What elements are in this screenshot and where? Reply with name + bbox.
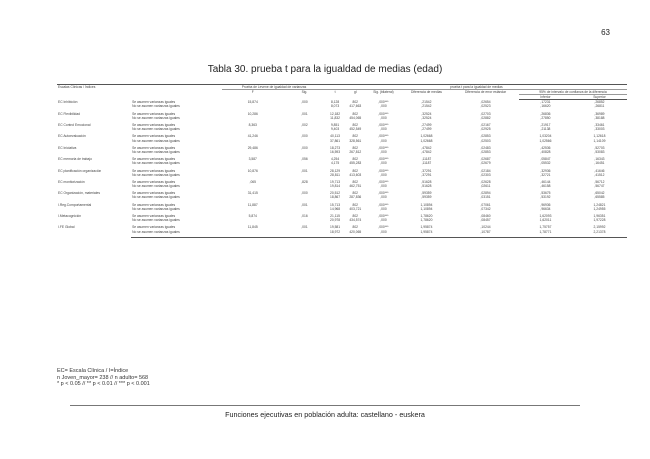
ci-upper-value: ,38188 bbox=[594, 115, 605, 120]
ci-lower-value: ,53675 bbox=[540, 191, 551, 196]
ci-lower-value: ,05847 bbox=[540, 157, 551, 162]
assumption-label: Se asumen varianzas iguales bbox=[132, 145, 176, 150]
sig2-value: ,000 bbox=[380, 195, 387, 200]
levene-f: 10,286 bbox=[247, 111, 258, 116]
scale-name: EC monitorización bbox=[58, 179, 85, 184]
assumption-label: Se asumen varianzas iguales bbox=[132, 157, 176, 162]
ci-upper-value: ,26811 bbox=[594, 104, 605, 109]
sig2-value: ,000 bbox=[380, 104, 387, 109]
levene-sig: ,001 bbox=[301, 168, 308, 173]
table-row bbox=[57, 161, 627, 168]
levene-f: 10,876 bbox=[247, 168, 258, 173]
se-diff-value: ,10244 bbox=[480, 225, 491, 230]
sig2-value: ,000 bbox=[380, 115, 387, 120]
ci-upper-value: ,56747 bbox=[594, 184, 605, 188]
se-diff-value: ,02853 bbox=[480, 134, 491, 139]
t-value: 12,182 bbox=[330, 111, 341, 116]
ci-upper-value: ,41512 bbox=[594, 172, 605, 177]
table-row bbox=[57, 104, 627, 111]
gl-value: 802 bbox=[352, 168, 359, 173]
levene-sig: ,001 bbox=[301, 111, 308, 116]
table-row bbox=[57, 207, 627, 214]
t-value: 20,978 bbox=[330, 218, 341, 223]
gl-value: 454,065 bbox=[349, 115, 362, 120]
assumption-label: No se asumen varianzas iguales bbox=[132, 218, 180, 223]
assumption-label: Se asumen varianzas iguales bbox=[132, 225, 176, 230]
ci-upper-value: ,36989 bbox=[594, 111, 605, 116]
mean-diff-value: ,27499 bbox=[421, 123, 432, 128]
se-diff-value: ,02882 bbox=[480, 115, 491, 120]
ci-upper-value: ,33003 bbox=[594, 127, 605, 132]
t-value: 21,115 bbox=[330, 214, 340, 219]
se-diff-value: ,02483 bbox=[480, 145, 491, 150]
gl-value: 434,574 bbox=[349, 218, 362, 223]
se-diff-value: ,07061 bbox=[480, 202, 491, 207]
gl-value: 420,065 bbox=[344, 230, 366, 238]
assumption-label: No se asumen varianzas iguales bbox=[132, 104, 180, 109]
gl-value: 802 bbox=[352, 157, 359, 162]
ci-lower-value: ,16620 bbox=[540, 104, 551, 109]
ci-lower-value: ,96634 bbox=[540, 206, 551, 211]
levene-f: 11,845 bbox=[247, 225, 258, 230]
ci-lower-value: 1,02566 bbox=[539, 138, 552, 143]
mean-diff-value: ,27499 bbox=[421, 127, 432, 132]
se-diff-value: ,02894 bbox=[480, 191, 491, 196]
gl-value: 455,283 bbox=[349, 161, 362, 166]
ci-lower-value: ,53192 bbox=[540, 195, 551, 200]
table-row bbox=[57, 195, 627, 202]
ci-lower-value: ,05532 bbox=[540, 161, 551, 166]
ci-lower-value: 1,62011 bbox=[539, 218, 552, 223]
t-value: 18,867 bbox=[330, 195, 341, 200]
mean-diff-value: 1,10894 bbox=[420, 202, 433, 207]
ci-upper-value: ,53083 bbox=[594, 149, 605, 154]
t-value: 19,581 bbox=[330, 225, 341, 230]
mean-diff-value: ,51628 bbox=[421, 179, 432, 184]
se-diff-value: ,02703 bbox=[480, 111, 491, 116]
results-table-container bbox=[57, 84, 627, 238]
t-value: 20,512 bbox=[330, 191, 341, 196]
sig2-value: ,000*** bbox=[378, 225, 389, 230]
se-diff-value: ,02679 bbox=[480, 161, 491, 166]
assumption-label: Se asumen varianzas iguales bbox=[132, 168, 176, 173]
se-diff-value: ,02167 bbox=[480, 123, 491, 128]
sig2-value: ,000*** bbox=[378, 214, 389, 219]
ci-lower-value: ,46144 bbox=[540, 179, 551, 184]
levene-header: Prueba de Levene de igualdad de varianzas bbox=[222, 85, 325, 90]
scale-name: EC Inhibición bbox=[58, 99, 78, 104]
col-sediff-header: Diferencia de error estándar bbox=[465, 90, 507, 95]
gl-value: 462,751 bbox=[349, 184, 362, 188]
page-number: 63 bbox=[601, 28, 610, 37]
levene-f: 15,874 bbox=[247, 99, 258, 104]
t-value: 11,832 bbox=[330, 115, 340, 120]
gl-value: 802 bbox=[352, 99, 359, 104]
levene-f: 3,587 bbox=[248, 157, 257, 162]
gl-value: 802 bbox=[352, 214, 359, 219]
gl-value: 287,836 bbox=[349, 195, 362, 200]
gl-value: 802 bbox=[352, 191, 359, 196]
mean-diff-value: 1,95874 bbox=[420, 225, 433, 230]
gl-value: 802 bbox=[352, 134, 359, 139]
assumption-label: No se asumen varianzas iguales bbox=[131, 230, 222, 238]
ci-lower-value: ,46158 bbox=[540, 184, 551, 188]
levene-f: 11,887 bbox=[247, 202, 258, 207]
sig2-value: ,000 bbox=[366, 230, 401, 238]
ci-lower-value: 1,62093 bbox=[539, 214, 552, 219]
levene-f: 41,246 bbox=[247, 134, 258, 139]
col-sig2-header: Sig. (bilateral) bbox=[373, 90, 394, 95]
ci-upper-value: ,56712 bbox=[594, 179, 605, 184]
col-meandiff-header: Diferencia de medias bbox=[410, 90, 442, 95]
ci-upper-value: 1,24955 bbox=[593, 206, 606, 211]
ci-lower-value: ,21138 bbox=[540, 127, 551, 132]
sig2-value: ,000 bbox=[380, 127, 387, 132]
mean-diff-value: ,47842 bbox=[421, 149, 432, 154]
sig2-value: ,000*** bbox=[378, 99, 389, 104]
ci-lower-value: ,32936 bbox=[540, 168, 551, 173]
mean-diff-value: ,32524 bbox=[421, 115, 432, 120]
col-upper-header: Superior bbox=[572, 95, 627, 100]
assumption-label: No se asumen varianzas iguales bbox=[132, 115, 180, 120]
gl-value: 802 bbox=[352, 225, 359, 230]
sig2-value: ,000*** bbox=[378, 191, 389, 196]
assumption-label: No se asumen varianzas iguales bbox=[132, 195, 180, 200]
sig2-value: ,000 bbox=[380, 206, 387, 211]
se-diff-value: ,02687 bbox=[480, 157, 491, 162]
gl-value: 413,603 bbox=[349, 172, 362, 177]
mean-diff-value: 1,02668 bbox=[420, 134, 433, 139]
page-footer: Funciones ejecutivas en población adulta: castellano - euskera bbox=[225, 410, 425, 419]
se-diff-value: ,02628 bbox=[480, 179, 491, 184]
ci-upper-value: ,26852 bbox=[594, 100, 605, 105]
assumption-label: No se asumen varianzas iguales bbox=[132, 149, 180, 154]
mean-diff-value: 1,78620 bbox=[420, 214, 433, 219]
scale-name: EC Control Emocional bbox=[58, 123, 91, 128]
scale-name: I.Metacognición bbox=[58, 214, 82, 219]
assumption-label: No se asumen varianzas iguales bbox=[132, 138, 180, 143]
ci-upper-value: 1,97228 bbox=[593, 218, 606, 223]
assumption-label: No se asumen varianzas iguales bbox=[132, 127, 180, 132]
ttest-header: prueba t para la igualdad de medias bbox=[326, 85, 627, 90]
assumption-label: Se asumen varianzas iguales bbox=[132, 134, 176, 139]
gl-value: 267,812 bbox=[349, 149, 362, 154]
ci-lower-value: ,27850 bbox=[540, 115, 551, 120]
mean-diff-value: 1,95874 bbox=[401, 230, 452, 238]
mean-diff-value: ,47842 bbox=[421, 145, 432, 150]
ci-upper-value: ,41646 bbox=[594, 168, 605, 173]
levene-sig: ,056 bbox=[301, 157, 308, 162]
mean-diff-value: ,11187 bbox=[421, 157, 432, 162]
levene-f: 31,415 bbox=[247, 191, 258, 196]
scale-name: EC Organización, materiales bbox=[58, 191, 100, 196]
se-diff-value: ,08457 bbox=[480, 218, 491, 223]
se-diff-value: ,02611 bbox=[480, 184, 491, 188]
ci-lower-value: 1,78771 bbox=[519, 230, 572, 238]
ci-upper-value: ,65042 bbox=[594, 191, 605, 196]
ci-upper-value: 2,15992 bbox=[593, 225, 606, 230]
t-value: 8,073 bbox=[330, 104, 340, 109]
t-value: 16,593 bbox=[330, 149, 341, 154]
ci-lower-value: ,32721 bbox=[540, 172, 551, 177]
gl-value: 802 bbox=[352, 123, 359, 128]
col-scale-header: Escalas Clínicas / Índices bbox=[57, 85, 131, 100]
t-value: 9,403 bbox=[330, 127, 340, 132]
ci-lower-value: ,17231 bbox=[540, 100, 551, 105]
gl-value: 802 bbox=[352, 179, 359, 184]
se-diff-value: ,10787 bbox=[452, 230, 519, 238]
levene-sig: ,828 bbox=[301, 179, 308, 184]
assumption-label: Se asumen varianzas iguales bbox=[132, 214, 176, 219]
sig2-value: ,000 bbox=[380, 161, 387, 166]
assumption-label: No se asumen varianzas iguales bbox=[132, 206, 180, 211]
scale-name: EC Flexibilidad bbox=[58, 111, 80, 116]
se-diff-value: ,03151 bbox=[480, 195, 491, 200]
col-gl-header: gl bbox=[353, 90, 357, 95]
table-row bbox=[57, 150, 627, 157]
assumption-label: Se asumen varianzas iguales bbox=[132, 111, 176, 116]
sig2-value: ,000 bbox=[380, 172, 387, 177]
mean-diff-value: ,11187 bbox=[421, 161, 432, 166]
se-diff-value: ,02303 bbox=[480, 172, 491, 177]
table-notes bbox=[57, 368, 150, 388]
sig2-value: ,000*** bbox=[378, 202, 389, 207]
sig2-value: ,000*** bbox=[378, 168, 389, 173]
ci-upper-value: ,16451 bbox=[594, 161, 605, 166]
se-diff-value: ,02654 bbox=[480, 99, 491, 104]
levene-sig: ,001 bbox=[301, 225, 308, 230]
sig2-value: ,000 bbox=[380, 218, 387, 223]
ci-header: 95% de intervalo de confianza de la diferencia bbox=[519, 90, 627, 95]
ci-upper-value: ,33461 bbox=[594, 123, 605, 128]
results-table-body bbox=[57, 100, 627, 238]
sig2-value: ,000*** bbox=[378, 134, 389, 139]
t-value: 15,713 bbox=[330, 202, 341, 207]
assumption-label: No se asumen varianzas iguales bbox=[132, 172, 180, 177]
ci-upper-value: ,65585 bbox=[594, 195, 605, 200]
ci-upper-value: 1,24821 bbox=[593, 202, 606, 207]
gl-value: 328,561 bbox=[349, 138, 362, 143]
ci-lower-value: 1,03204 bbox=[539, 134, 552, 139]
levene-sig: ,000 bbox=[301, 145, 308, 150]
ci-lower-value: ,21917 bbox=[540, 123, 551, 128]
gl-value: 802 bbox=[352, 202, 359, 207]
scale-name: EC memoria de trabajo bbox=[58, 157, 92, 162]
assumption-label: Se asumen varianzas iguales bbox=[132, 99, 176, 104]
levene-sig: ,000 bbox=[301, 191, 308, 196]
se-diff-value: ,02503 bbox=[480, 138, 491, 143]
t-value: 8,128 bbox=[330, 99, 340, 104]
table-row bbox=[57, 184, 627, 191]
assumption-label: Se asumen varianzas iguales bbox=[132, 179, 176, 184]
assumption-label: No se asumen varianzas iguales bbox=[132, 161, 180, 166]
scale-name: EC Iniciativa bbox=[58, 145, 77, 150]
results-table bbox=[57, 84, 627, 238]
ci-lower-value: ,40828 bbox=[540, 149, 551, 154]
ci-upper-value: ,16343 bbox=[594, 157, 605, 162]
levene-f: 8,363 bbox=[248, 123, 257, 128]
levene-sig: ,000 bbox=[301, 99, 308, 104]
sig2-value: ,000*** bbox=[378, 123, 389, 128]
sig2-value: ,000 bbox=[380, 184, 387, 188]
ci-lower-value: 1,75757 bbox=[539, 225, 552, 230]
table-row bbox=[57, 230, 627, 238]
assumption-label: No se asumen varianzas iguales bbox=[132, 184, 180, 188]
table-title: Tabla 30. prueba t para la igualdad de medias (edad) bbox=[207, 64, 443, 75]
sig2-value: ,000*** bbox=[378, 111, 389, 116]
t-value: 18,273 bbox=[330, 145, 341, 150]
se-diff-value: ,08460 bbox=[480, 214, 491, 219]
levene-f: 29,486 bbox=[247, 145, 258, 150]
col-t-header: t bbox=[334, 90, 336, 95]
t-value: 4,254 bbox=[330, 157, 340, 162]
t-value: 19,814 bbox=[330, 184, 341, 188]
sig2-value: ,000 bbox=[380, 138, 387, 143]
col-lower-header: Inferior bbox=[519, 95, 572, 100]
gl-value: 452,549 bbox=[349, 127, 362, 132]
sig2-value: ,000*** bbox=[378, 179, 389, 184]
t-value: 18,972 bbox=[326, 230, 345, 238]
sig2-value: ,000*** bbox=[378, 157, 389, 162]
levene-sig: ,016 bbox=[301, 214, 308, 219]
levene-sig: ,000 bbox=[301, 134, 308, 139]
assumption-label: Se asumen varianzas iguales bbox=[132, 191, 176, 196]
se-diff-value: ,02925 bbox=[480, 127, 491, 132]
mean-diff-value: ,37291 bbox=[421, 172, 432, 177]
ci-upper-value: ,52703 bbox=[594, 145, 605, 150]
table-row bbox=[57, 116, 627, 123]
ci-upper-value: 1,12618 bbox=[593, 134, 606, 139]
mean-diff-value: ,51628 bbox=[421, 184, 432, 188]
gl-value: 802 bbox=[352, 145, 359, 150]
ci-lower-value: ,42536 bbox=[540, 145, 551, 150]
ci-upper-value: 2,21378 bbox=[572, 230, 627, 238]
sig2-value: ,000*** bbox=[378, 145, 389, 150]
se-diff-value: ,02523 bbox=[480, 104, 491, 109]
t-value: 14,968 bbox=[330, 206, 341, 211]
levene-sig: ,001 bbox=[301, 202, 308, 207]
note-abbreviations: EC= Escala Clínica / I=Índice bbox=[57, 368, 129, 374]
mean-diff-value: ,59359 bbox=[421, 195, 432, 200]
mean-diff-value: 1,10894 bbox=[420, 206, 433, 211]
footer-divider bbox=[70, 405, 580, 406]
t-value: 4,175 bbox=[330, 161, 340, 166]
assumption-label: Se asumen varianzas iguales bbox=[132, 202, 176, 207]
levene-f: 5,874 bbox=[248, 214, 257, 219]
scale-name: EC Autoevaluación bbox=[58, 134, 86, 139]
scale-name: I.FE Global bbox=[58, 225, 75, 230]
t-value: 28,129 bbox=[330, 168, 341, 173]
ci-lower-value: ,26836 bbox=[540, 111, 551, 116]
levene-f: ,065 bbox=[249, 179, 256, 184]
t-value: 40,113 bbox=[330, 134, 340, 139]
gl-value: 802 bbox=[352, 111, 359, 116]
table-row bbox=[57, 218, 627, 225]
t-value: 37,861 bbox=[330, 138, 341, 143]
sig2-value: ,000 bbox=[380, 149, 387, 154]
mean-diff-value: ,37291 bbox=[421, 168, 432, 173]
gl-value: 417,663 bbox=[349, 104, 362, 109]
ci-upper-value: 1,96351 bbox=[593, 214, 606, 219]
table-row bbox=[57, 139, 627, 146]
table-row bbox=[57, 127, 627, 134]
mean-diff-value: ,21542 bbox=[421, 99, 432, 104]
ci-upper-value: 1,14109 bbox=[593, 138, 606, 143]
t-value: 9,851 bbox=[330, 123, 340, 128]
se-diff-value: ,02853 bbox=[480, 149, 491, 154]
ci-lower-value: ,96936 bbox=[540, 202, 551, 207]
t-value: 28,811 bbox=[330, 172, 340, 177]
se-diff-value: ,07342 bbox=[480, 206, 491, 211]
mean-diff-value: 1,78620 bbox=[420, 218, 433, 223]
scale-name: I.Reg.Comportamental bbox=[58, 202, 92, 207]
scale-name: EC planificación organización bbox=[58, 168, 102, 173]
note-significance: * p < 0.05 // ** p < 0.01 // *** p < 0.001 bbox=[57, 381, 150, 388]
note-sample-sizes: n Joven_mayor= 238 // n adulto= 568 bbox=[57, 374, 149, 381]
assumption-label: Se asumen varianzas iguales bbox=[132, 123, 176, 128]
col-sig-header: Sig. bbox=[301, 90, 308, 95]
mean-diff-value: 1,02668 bbox=[420, 138, 433, 143]
levene-sig: ,002 bbox=[301, 123, 308, 128]
mean-diff-value: ,32524 bbox=[421, 111, 432, 116]
se-diff-value: ,02184 bbox=[480, 168, 491, 173]
gl-value: 403,721 bbox=[349, 206, 362, 211]
t-value: 19,713 bbox=[330, 179, 341, 184]
table-row bbox=[57, 173, 627, 180]
col-f-header: F bbox=[251, 90, 254, 95]
mean-diff-value: ,59359 bbox=[421, 191, 432, 196]
mean-diff-value: ,21542 bbox=[421, 104, 432, 109]
